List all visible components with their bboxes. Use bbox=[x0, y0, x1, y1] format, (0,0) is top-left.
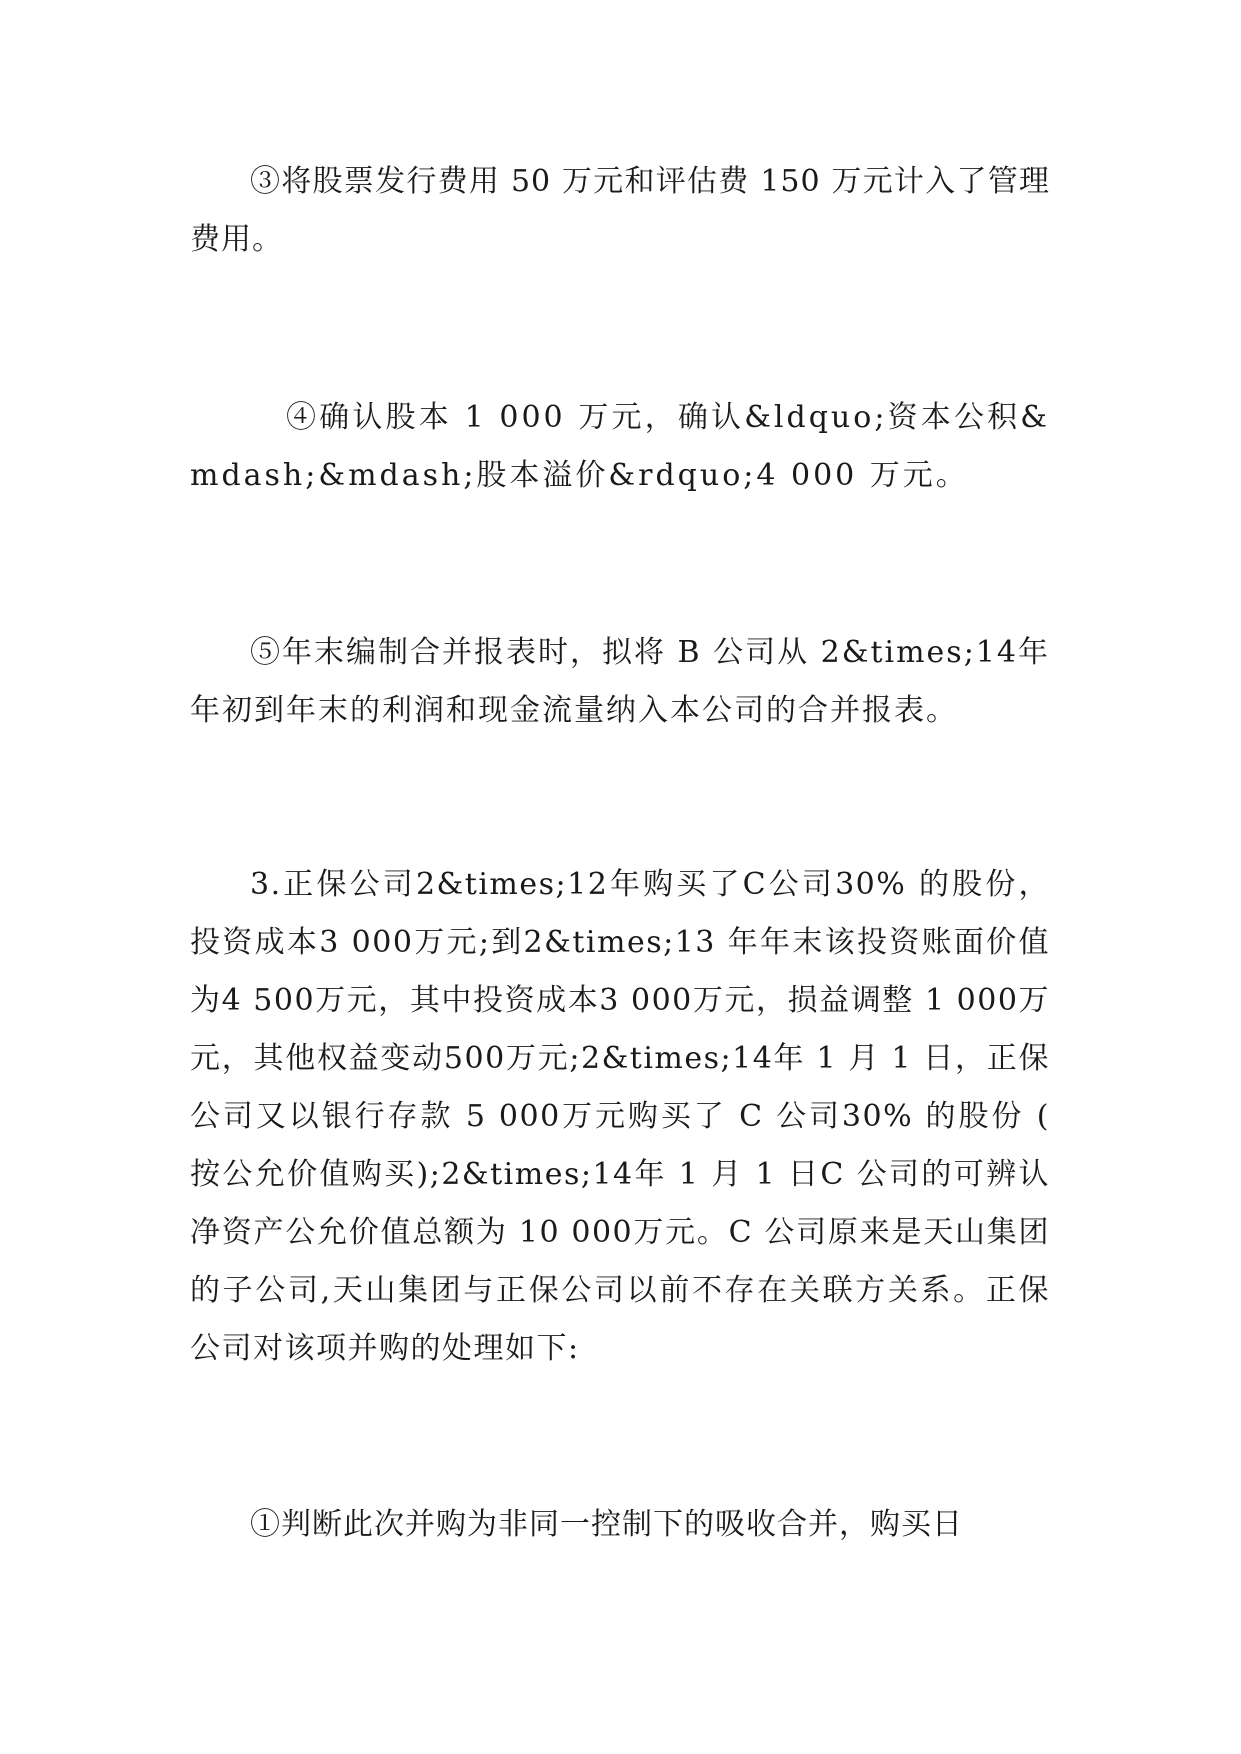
paragraph-item-1: ①判断此次并购为非同一控制下的吸收合并，购买日 bbox=[250, 1507, 963, 1542]
paragraph-item-3: ③将股票发行费用 50 万元和评估费 150 万元计入了管理费用。 bbox=[190, 164, 1050, 257]
paragraph-item-4: ④确认股本 1 000 万元，确认&ldquo;资本公积&mdash;&mdash;股本溢价&rdquo;4 000 万元。 bbox=[190, 400, 1050, 493]
paragraph-item-5: ⑤年末编制合并报表时，拟将 B 公司从 2&times;14年年初到年末的利润和现金流量纳入本公司的合并报表。 bbox=[190, 635, 1050, 728]
paragraph-question-3: 3.正保公司2&times;12年购买了C公司30% 的股份，投资成本3 000万元;到2&times;13 年年末该投资账面价值为4 500万元，其中投资成本3 000万元，损益调整 1 000万元，其他权益变动500万元;2&times;14年 1 月 1 日，正保公司又以银行存款 5 000万元购买了 C 公司30% 的股份 ( 按公允价值购买);2&times;14年 1 月 1 日C 公司的可辨认净资产公允价值总额为 10 000万元。C 公司原来是天山集团的子公司,天山集团与正保公司以前不存在关联方关系。正保公司对该项并购的处理如下: bbox=[190, 867, 1050, 1366]
